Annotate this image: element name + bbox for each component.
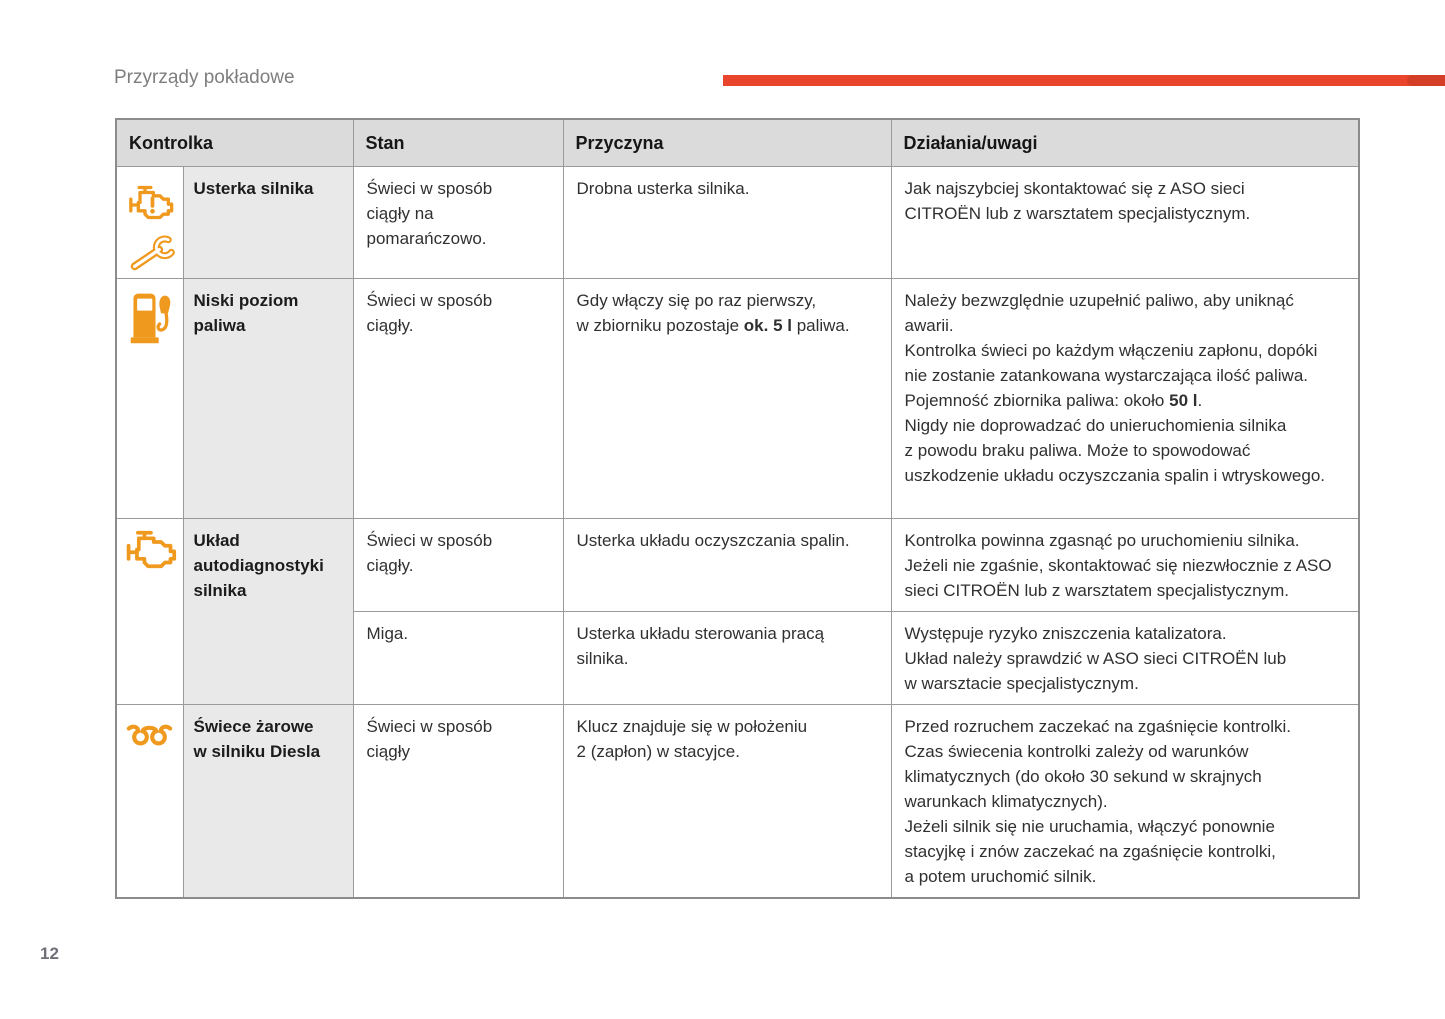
kontrolka-name-cell: Usterka silnika <box>183 167 353 279</box>
kontrolka-name-cell: Układ autodiagnostyki silnika <box>183 519 353 705</box>
engine-icon <box>117 529 183 570</box>
stan-cell: Świeci w sposób ciągły. <box>353 519 563 612</box>
table-row-glow-plugs <box>116 705 1359 899</box>
przyczyna-cell: Usterka układu sterowania pracą silnika. <box>563 612 891 705</box>
page-title: Przyrządy pokładowe <box>114 67 295 88</box>
fuel-pump-icon <box>117 289 183 347</box>
stan-cell: Świeci w sposób ciągły na pomarańczowo. <box>353 167 563 279</box>
page-number: 12 <box>40 944 59 963</box>
dzialania-cell: Jak najszybciej skontaktować się z ASO sieci CITROËN lub z warsztatem specjalistycznym. <box>891 167 1359 279</box>
kontrolka-icon-cell <box>116 167 183 279</box>
przyczyna-cell: Klucz znajduje się w położeniu 2 (zapłon) w stacyjce. <box>563 705 891 899</box>
kontrolka-icon-cell <box>116 705 183 899</box>
dzialania-cell: Występuje ryzyko zniszczenia katalizatora. Układ należy sprawdzić w ASO sieci CITROËN lub w warsztacie specjalistycznym. <box>891 612 1359 705</box>
warning-lights-table-wrap <box>115 118 1358 899</box>
kontrolka-name-cell: Świece żarowe w silniku Diesla <box>183 705 353 899</box>
kontrolka-icon-cell <box>116 279 183 519</box>
warning-lights-table <box>115 118 1360 899</box>
kontrolka-name-cell: Niski poziom paliwa <box>183 279 353 519</box>
column-header-przyczyna: Przyczyna <box>563 119 891 167</box>
column-header-kontrolka: Kontrolka <box>116 119 353 167</box>
engine-warning-icon <box>117 184 183 221</box>
dzialania-cell: Kontrolka powinna zgasnąć po uruchomieniu silnika. Jeżeli nie zgaśnie, skontaktować się niezwłocznie z ASO sieci CITROËN lub z warsztatem specjalistycznym. <box>891 519 1359 612</box>
table-row-low-fuel <box>116 279 1359 519</box>
przyczyna-cell: Usterka układu oczyszczania spalin. <box>563 519 891 612</box>
przyczyna-cell: Gdy włączy się po raz pierwszy, w zbiorniku pozostaje ok. 5 l paliwa. <box>563 279 891 519</box>
kontrolka-icon-cell <box>116 519 183 705</box>
stan-cell: Świeci w sposób ciągły. <box>353 279 563 519</box>
accent-bar-cap <box>1407 75 1445 86</box>
table-row-engine-fault <box>116 167 1359 279</box>
stan-cell: Miga. <box>353 612 563 705</box>
column-header-stan: Stan <box>353 119 563 167</box>
dzialania-cell: Przed rozruchem zaczekać na zgaśnięcie kontrolki. Czas świecenia kontrolki zależy od warunków klimatycznych (do około 30 sekund w skrajnych warunkach klimatycznych). Jeżeli silnik się nie uruchamia, włączyć ponownie stacyjkę i znów zaczekać na zgaśnięcie kontrolki, a potem uruchomić silnik. <box>891 705 1359 899</box>
glow-plug-icon <box>117 720 183 747</box>
accent-bar <box>723 75 1445 86</box>
wrench-icon <box>117 234 183 268</box>
table-row-engine-autodiag-steady <box>116 519 1359 612</box>
table-header-row <box>116 119 1359 167</box>
przyczyna-cell: Drobna usterka silnika. <box>563 167 891 279</box>
stan-cell: Świeci w sposób ciągły <box>353 705 563 899</box>
column-header-dzialania: Działania/uwagi <box>891 119 1359 167</box>
dzialania-cell: Należy bezwzględnie uzupełnić paliwo, aby uniknąć awarii. Kontrolka świeci po każdym włączeniu zapłonu, dopóki nie zostanie zatankowana wystarczająca ilość paliwa. Pojemność zbiornika paliwa: około 50 l. Nigdy nie doprowadzać do unieruchomienia silnika z powodu braku paliwa. Może to spowodować uszkodzenie układu oczyszczania spalin i wtryskowego. <box>891 279 1359 519</box>
